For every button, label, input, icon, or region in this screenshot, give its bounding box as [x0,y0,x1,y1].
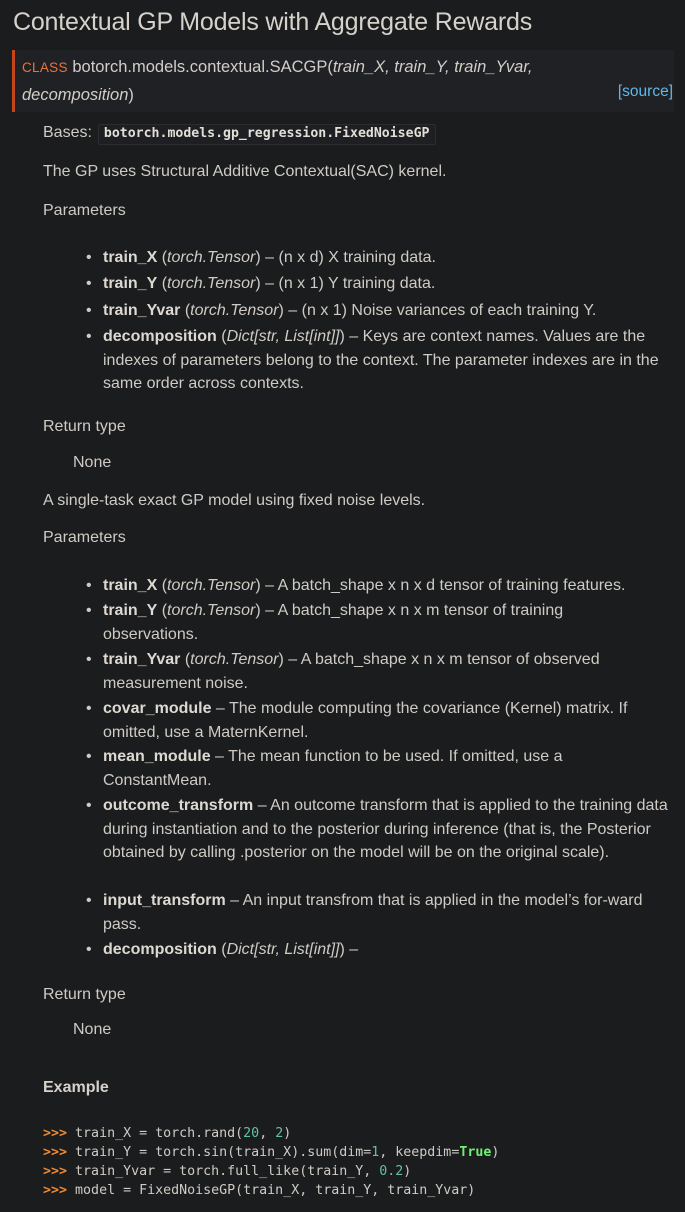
example-code-block [43,1124,499,1200]
page-title: Contextual GP Models with Aggregate Rewards [13,8,533,36]
class-name: botorch.models.contextual.SACGP( [72,58,333,76]
source-link[interactable]: [source] [617,83,673,100]
class-description: The GP uses Structural Additive Contextual(SAC) kernel. [43,163,447,180]
param-item: • train_X (torch.Tensor) – (n x d) X training data. [103,246,678,270]
code-line: >>> train_Y = torch.sin(train_X).sum(dim=1, keepdim=True) [43,1145,500,1160]
class-keyword: CLASS [22,60,68,75]
param-item: • decomposition (Dict[str, List[int]]) – [103,938,678,962]
param-item: • train_Yvar (torch.Tensor) – (n x 1) Noise variances of each training Y. [103,299,678,323]
init-description: A single-task exact GP model using fixed noise levels. [43,492,426,509]
code-line: >>> train_Yvar = torch.full_like(train_Y, 0.2) [43,1164,412,1179]
signature-line-1 [22,58,533,77]
parameters-heading: Parameters [43,529,126,546]
param-item: • decomposition (Dict[str, List[int]]) – Keys are context names. Values are the indexes of parameters belong to the context. The parameter indexes are in the same order across contexts. [103,325,678,396]
param-item: • mean_module – The mean function to be used. If omitted, use a ConstantMean. [103,745,633,792]
bases-label: Bases: [43,124,92,141]
code-line: >>> model = FixedNoiseGP(train_X, train_Y, train_Yvar) [43,1183,476,1198]
return-type-value: None [73,1021,112,1038]
signature-close-paren: ) [128,86,134,104]
bases-row [43,124,436,145]
param-item: • outcome_transform – An outcome transform that is applied to the training data during instantiation and to the posterior during inference (that is, the Posterior obtained by calling .posterior on the model will be on the original scale). [103,794,678,865]
signature-line-2 [22,86,134,105]
return-type-value: None [73,454,112,471]
param-item: • covar_module – The module computing the covariance (Kernel) matrix. If omitted, use a MaternKernel. [103,697,678,744]
signature-param-decomposition: decomposition [22,86,129,104]
return-type-heading: Return type [43,986,126,1003]
class-signature [12,50,674,112]
signature-params: train_X, train_Y, train_Yvar, [332,58,533,76]
code-line: >>> train_X = torch.rand(20, 2) [43,1126,292,1141]
param-item: • train_Yvar (torch.Tensor) – A batch_shape x n x m tensor of observed measurement noise. [103,648,663,695]
parameters-heading: Parameters [43,202,126,219]
example-heading: Example [43,1079,109,1096]
bases-class-link[interactable]: botorch.models.gp_regression.FixedNoiseGP [98,124,437,145]
param-item: • train_Y (torch.Tensor) – (n x 1) Y training data. [103,272,678,296]
param-item: • train_X (torch.Tensor) – A batch_shape x n x d tensor of training features. [103,574,678,598]
param-item: • input_transform – An input transfrom that is applied in the model’s for-ward pass. [103,889,678,936]
return-type-heading: Return type [43,418,126,435]
param-item: • train_Y (torch.Tensor) – A batch_shape x n x m tensor of training observations. [103,599,633,646]
